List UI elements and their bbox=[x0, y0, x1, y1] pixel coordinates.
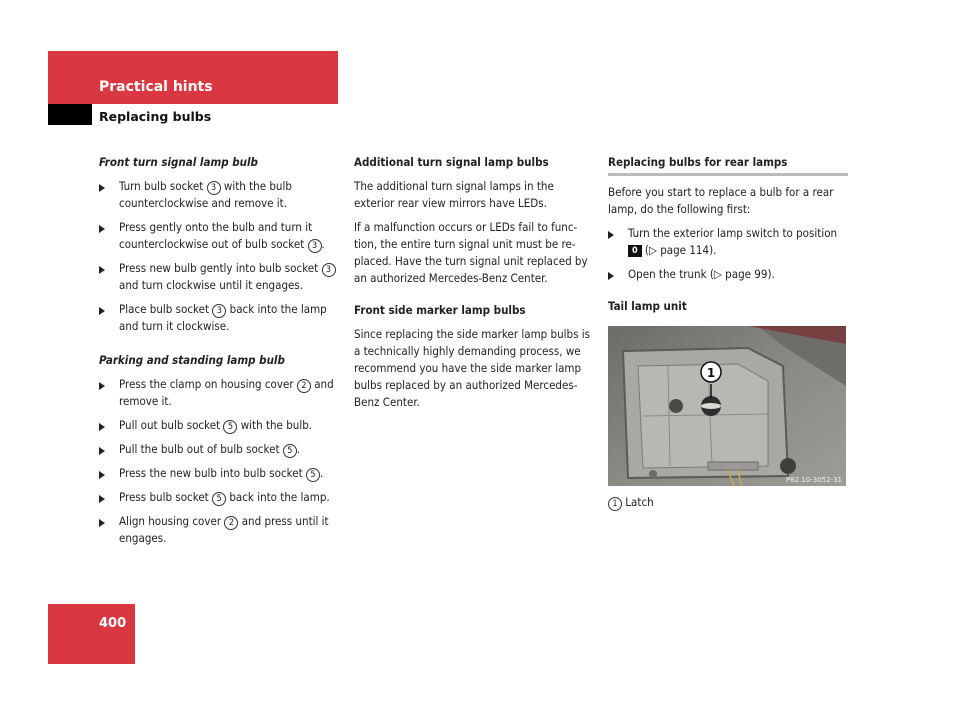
reference-number: 5 bbox=[212, 492, 226, 506]
step-text: . bbox=[321, 237, 325, 251]
step-text: with the bulb. bbox=[237, 418, 313, 432]
side-marker-paragraph: Since replacing the side marker lamp bulbs is a technically highly demanding process, we recommend you have the side marker lamp bulbs replaced by an authorized Mercedes-Benz Center. bbox=[354, 327, 591, 409]
step-text: and turn clockwise until it engages. bbox=[119, 278, 304, 292]
step-text: with the bulb counterclockwise and remove it. bbox=[119, 179, 292, 210]
column-middle bbox=[354, 154, 594, 418]
front-turn-signal-heading: Front turn signal lamp bulb bbox=[99, 155, 258, 169]
switch-position-key: 0 bbox=[628, 245, 642, 257]
bullet-arrow-icon bbox=[99, 307, 105, 315]
step-text: Turn the exterior lamp switch to position bbox=[628, 226, 838, 240]
photo-code: P82.10-3052-31 bbox=[785, 476, 842, 484]
rear-lamps-heading: Replacing bulbs for rear lamps bbox=[608, 154, 848, 176]
step-item bbox=[99, 489, 339, 506]
caption-text: Latch bbox=[622, 495, 654, 509]
column-right bbox=[608, 154, 848, 511]
reference-number: 3 bbox=[308, 239, 322, 253]
additional-paragraph-1: The additional turn signal lamps in the exterior rear view mirrors have LEDs. bbox=[354, 179, 554, 210]
additional-paragraph-2: If a malfunction occurs or LEDs fail to func-tion, the entire turn signal unit must be re-placed. Have the turn signal unit replaced by an authorized Mercedes-Benz Center. bbox=[354, 220, 588, 285]
tail-lamp-heading: Tail lamp unit bbox=[608, 299, 687, 313]
bullet-arrow-icon bbox=[99, 184, 105, 192]
step-text: Press new bulb gently into bulb socket bbox=[119, 261, 322, 275]
header-red-band bbox=[48, 51, 338, 104]
step-text: Press the new bulb into bulb socket bbox=[119, 466, 306, 480]
page-reference: (▷ page 114). bbox=[641, 243, 717, 257]
page-number: 400 bbox=[99, 616, 127, 631]
callout-number: 1 bbox=[706, 366, 716, 380]
reference-number: 5 bbox=[283, 444, 297, 458]
reference-number: 3 bbox=[212, 304, 226, 318]
front-steps-list bbox=[99, 178, 339, 335]
parking-steps-list bbox=[99, 376, 339, 547]
bullet-arrow-icon bbox=[99, 447, 105, 455]
bullet-arrow-icon bbox=[99, 423, 105, 431]
step-text: Press the clamp on housing cover bbox=[119, 377, 297, 391]
bullet-arrow-icon bbox=[99, 266, 105, 274]
step-text: Open the trunk (▷ page 99). bbox=[628, 267, 775, 281]
rear-intro-paragraph: Before you start to replace a bulb for a rear lamp, do the following first: bbox=[608, 185, 834, 216]
parking-lamp-heading: Parking and standing lamp bulb bbox=[99, 353, 285, 367]
header-black-tab bbox=[48, 104, 92, 125]
reference-number: 3 bbox=[207, 181, 221, 195]
step-text: back into the lamp and turn it clockwise. bbox=[119, 302, 327, 333]
reference-number: 2 bbox=[297, 379, 311, 393]
bullet-arrow-icon bbox=[99, 225, 105, 233]
step-text: . bbox=[296, 442, 301, 456]
column-left bbox=[99, 154, 339, 554]
subsection-title: Replacing bulbs bbox=[99, 109, 212, 124]
step-text: . bbox=[319, 466, 324, 480]
step-text: back into the lamp. bbox=[226, 490, 330, 504]
step-item bbox=[99, 219, 339, 253]
step-item bbox=[99, 301, 339, 335]
step-text: Press bulb socket bbox=[119, 490, 213, 504]
step-item bbox=[99, 441, 339, 458]
step-text: and remove it. bbox=[119, 377, 334, 408]
bullet-arrow-icon bbox=[99, 471, 105, 479]
step-item bbox=[99, 513, 339, 547]
step-text: Place bulb socket bbox=[119, 302, 213, 316]
reference-number: 2 bbox=[224, 516, 238, 530]
step-item bbox=[99, 178, 339, 212]
step-text: and press until it engages. bbox=[119, 514, 329, 545]
step-text: Pull the bulb out of bulb socket bbox=[119, 442, 283, 456]
step-item bbox=[99, 465, 339, 482]
bullet-arrow-icon bbox=[99, 519, 105, 527]
side-marker-heading: Front side marker lamp bulbs bbox=[354, 303, 526, 317]
step-text: Align housing cover bbox=[119, 514, 225, 528]
reference-number: 5 bbox=[223, 420, 237, 434]
additional-turn-signal-heading: Additional turn signal lamp bulbs bbox=[354, 155, 549, 169]
bullet-arrow-icon bbox=[99, 382, 105, 390]
step-item bbox=[99, 417, 339, 434]
caption-number-circle: 1 bbox=[608, 497, 622, 511]
step-item bbox=[99, 260, 339, 294]
step-item bbox=[99, 376, 339, 410]
step-text: Turn bulb socket bbox=[119, 179, 207, 193]
rear-step-switch bbox=[608, 225, 848, 259]
step-text: Press gently onto the bulb and turn it counterclockwise out of bulb socket bbox=[119, 220, 313, 251]
rear-step-trunk bbox=[608, 266, 848, 283]
photo-caption bbox=[608, 494, 848, 511]
bullet-arrow-icon bbox=[99, 495, 105, 503]
reference-number: 3 bbox=[322, 263, 336, 277]
bullet-arrow-icon bbox=[608, 231, 614, 239]
bullet-arrow-icon bbox=[608, 272, 614, 280]
reference-number: 5 bbox=[306, 468, 320, 482]
tail-lamp-photo bbox=[608, 326, 846, 486]
step-text: Pull out bulb socket bbox=[119, 418, 224, 432]
section-title: Practical hints bbox=[99, 79, 213, 95]
page-number-tab bbox=[48, 604, 135, 664]
